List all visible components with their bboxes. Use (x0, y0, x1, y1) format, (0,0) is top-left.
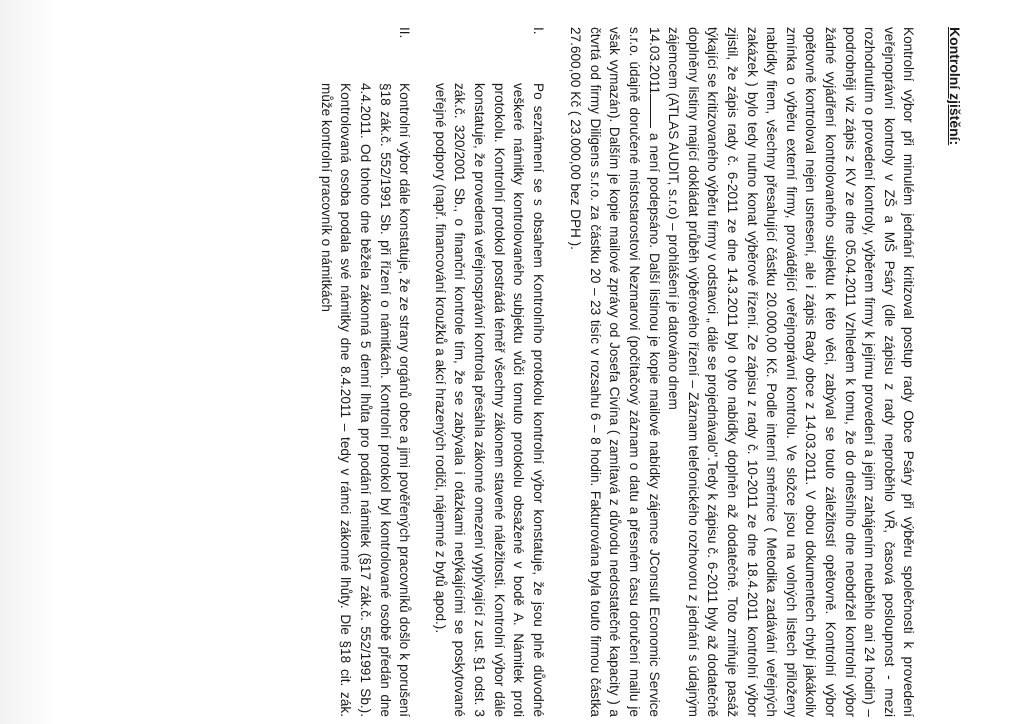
blank-line (650, 94, 663, 128)
section-number: I. (530, 27, 546, 35)
intro-text: Kontrolní výbor při minulém jednání kritizoval postup rady Obce Psáry při výběru společnosti k provedení veřejnoprávní kontroly v ZŠ a MŠ Psáry (dle zápisu z rady neproběhlo VŘ, časová posloupnost - mezi rozhodnutím o provedení kontroly, výběrem firmy k jejímu provedení a jejím zahájením neuběhlo ani 24 hodin) – podrobněji viz zápis z KV ze dne 05.04.2011 Vzhledem k tomu, že do dnešního dne neobdržel kontrolní výbor žádné vyjádření kontrolovaného subjektu k této věci, zabýval se touto záležitostí opětovně. Kontrolní výbor opětovně kontroloval nejen usnesení, ale i zápis Rady obce z 14.03.2011. V obou dokumentech chybí jakákoliv zmínka o výběru externí firmy, provádějící veřejnoprávní kontrolu. Ve složce jsou na volných listech přiloženy nabídky firem, všechny přesahující částku 20.000,00 Kč. Podle interní směrnice ( Metodika zadávání veřejných zakázek ) bylo tedy nutno konat výběrové řízení. Ze zápisu z rady č. 10-2011 ze dne 18.4.2011 kontrolní výbor zjistil, že zápis rady č. 6-2011 ze dne 14.3.2011 byl o tyto nabídky doplněn až dodatečně. Toto zmiňuje pasáž týkající se kritizovaného výběru firmy v odstavci „ dále se projednávalo".Tedy k zápisu č. 6-2011 byly až dodatečně doplněny listiny mající dokládat průběh výběrového řízení – Záznam telefonického rozhovoru z jednání s údajným zájemcem (ATLAS AUDIT, s.r.o) – prohlášení je datováno dnem (666, 27, 917, 717)
intro-paragraph (566, 27, 919, 717)
intro-date: 14.03.2011 (646, 27, 662, 95)
section-text: Kontrolní výbor dále konstatuje, že ze strany orgánů obce a jimi pověřených pracovníků došlo k porušení §18 zák.č. 552/1991 Sb. při řízení o námitkách. Kontrolní protokol byl kontrolované osobě předán dne 4.4.2011. Od tohoto dne běžela zákonná 5 denní lhůta pro podání námitek (§17 zák.č. 552/1991 Sb.). Kontrolovaná osoba podala své námitky dne 8.4.2011 – tedy v rámci zákonné lhůty. Dle §18 cit. zák. může kontrolní pracovník o námitkách (318, 83, 413, 717)
section-2 (316, 27, 414, 717)
section-1 (430, 27, 548, 717)
page-heading: Kontrolní zjištění: (947, 27, 963, 146)
section-text: Po seznámení se s obsahem Kontrolního protokolu kontrolní výbor konstatuje, že jsou plně důvodné veškeré námitky kontrolovaného subjektu vůči tomuto protokolu obsažené v bodě A. Námitek proti protokolu. Kontrolní protokol postrádá téměř všechny zákonem stavené náležitosti. Kontrolní výbor dále konstatuje, že provedená veřejnosprávní kontrola přesáhla zákonné omezení vyplývající z ust. §1 odst. 3 zák.č. 320/2001 Sb., o finanční kontrole tím, že se zabývala i otázkami netýkajícími se poskytované veřejné podpory (např. financování kroužků a akcí hrazených rodiči, nájemné z bytů apod.). (432, 83, 546, 717)
section-number: II. (397, 27, 413, 39)
intro-continuation: a není podepsáno. Další listinou je kopie mailové nabídky zájemce JConsult Economic Service s.r.o. údajně doručené místostarostovi Nezmarovi (počítačový záznam o datu a přesném času doručení mailu je však vymazán). Dalším je kopie mailové zprávy od Josefa Civína ( zamítavá z důvodu nedostatečné kapacity ) a čtvrtá od firmy Diligens s.r.o. za částku 20 – 23 tisíc v rozsahu 6 – 8 hodin. Fakturována byla touto firmou částka 27.600,00 Kč ( 23.000,00 bez DPH ). (568, 27, 662, 717)
page-content (316, 27, 964, 717)
